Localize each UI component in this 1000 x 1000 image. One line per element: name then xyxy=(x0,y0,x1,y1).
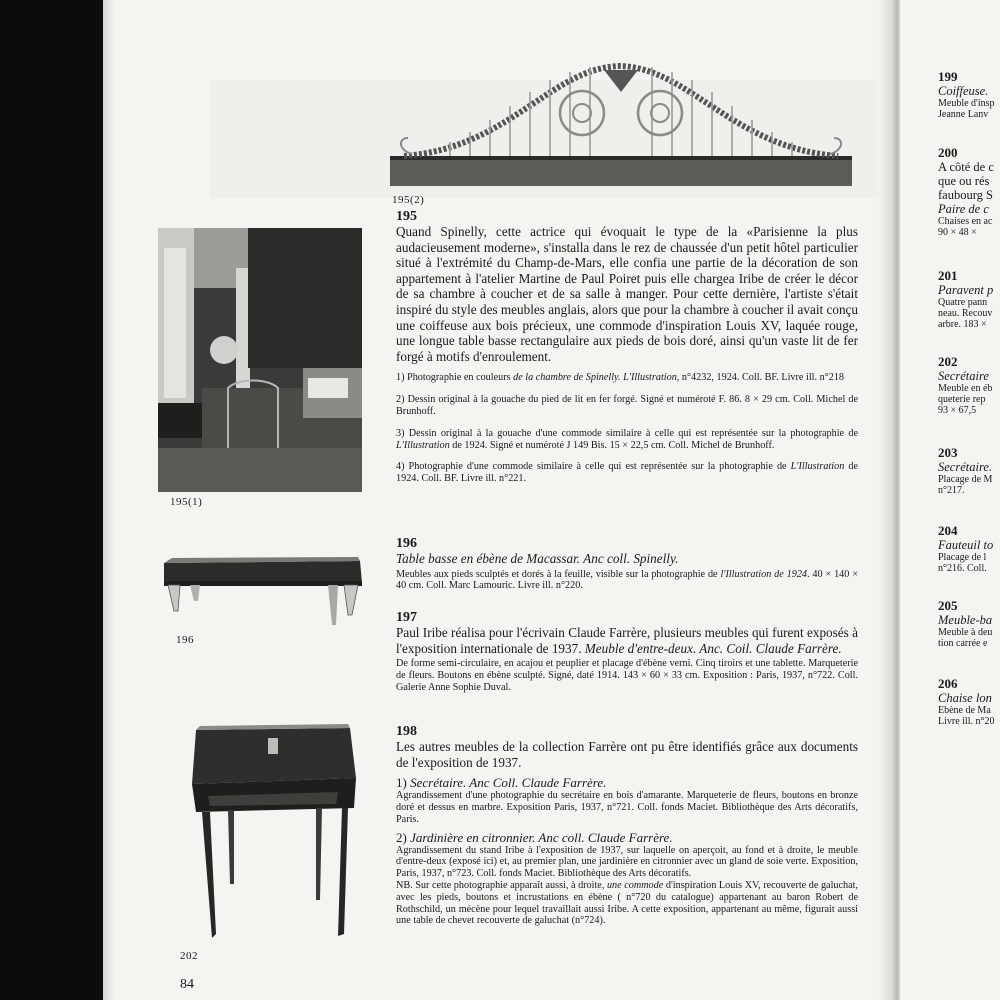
right-entry-206: 206 Chaise lon Ebène de Ma Livre ill. n°20 xyxy=(938,676,995,727)
entry-195 xyxy=(396,209,858,485)
entry-title: Table basse en ébène de Macassar. Anc coll. Spinelly. xyxy=(396,551,679,566)
caption-202: 202 xyxy=(180,950,198,962)
right-entry-204: 204 Fauteuil to Placage de l n°216. Coll. xyxy=(938,523,994,574)
right-entry-201: 201 Paravent p Quatre pann neau. Recouv arbre. 183 × xyxy=(938,268,994,330)
secretaire-photograph xyxy=(188,724,360,946)
page-edge xyxy=(103,0,115,1000)
subentry-1-title: 1) Secrétaire. Anc Coll. Claude Farrère. xyxy=(396,775,607,791)
caption-195-1: 195(1) xyxy=(170,496,203,508)
bedroom-photograph xyxy=(158,228,362,492)
entry-text: Les autres meubles de la collection Farrère ont pu être identifiés grâce aux documents de l'exposition de 1937. xyxy=(396,739,858,770)
entry-note-4: 4) Photographie d'une commode similaire à celle qui est représentée sur la photographie de L'Illustration de 1924. Coll. BF. Livre ill. n°221. xyxy=(396,461,858,485)
caption-195-2: 195(2) xyxy=(392,194,425,206)
entry-197 xyxy=(396,610,858,694)
headboard-drawing xyxy=(390,58,852,190)
entry-note-1: 1) Photographie en couleurs de la chambre de Spinelly. L'Illustration, n°4232, 1924. Coll. BF. Livre ill. n°218 xyxy=(396,372,845,384)
right-entry-202: 202 Secrétaire Meuble en éb queterie rep 93 × 67,5 xyxy=(938,354,993,416)
right-entry-205: 205 Meuble-ba Meuble à deu tion carrée e xyxy=(938,598,993,649)
right-entry-199: 199 Coiffeuse. Meuble d'insp Jeanne Lanv xyxy=(938,69,995,120)
entry-note-2: 2) Dessin original à la gouache du pied de lit en fer forgé. Signé et numéroté F. 86. 8 × 29 cm. Coll. Michel de Brunhoff. xyxy=(396,394,858,417)
entry-196 xyxy=(396,536,858,592)
book-spine xyxy=(878,0,902,1000)
subentry-2-description: Agrandissement du stand Iribe à l'exposition de 1937, sur laquelle on aperçoit, au fond et à droite, le meuble d'entre-deux (exposé ici) et, au premier plan, une jardinière en citronnier avec un gland de soie verte. Exposition, Paris, 1937, n°723. Coll. fonds Maciet. Bibliothèque des Arts décoratifs. xyxy=(396,844,858,880)
subentry-2-title: 2) Jardinière en citronnier. Anc coll. Claude Farrère. xyxy=(396,829,673,845)
entry-text: Paul Iribe réalisa pour l'écrivain Claude Farrère, plusieurs meubles qui furent exposés à l'exposition internationale de 1937. Meuble d'entre-deux. Anc. Coil. Claude Farrère. xyxy=(396,625,858,656)
right-entry-203: 203 Secrétaire. Placage de M n°217. xyxy=(938,445,993,496)
caption-196: 196 xyxy=(176,634,194,646)
low-table-photograph xyxy=(160,555,366,631)
page-number: 84 xyxy=(180,977,194,992)
entry-description: De forme semi-circulaire, en acajou et peuplier et placage d'ébène verni. Cinq tiroirs et une tablette. Marqueterie de fleurs. Boutons en ébène sculpté. Signé, daté 1914. 143 × 60 × 33 cm. Exposition : Paris, 1937, n°722. Coll. Galerie Anne Sophie Duval. xyxy=(396,658,858,693)
entry-note-3: 3) Dessin original à la gouache d'une commode similaire à celle qui est représentée sur la photographie de L'Illustration de 1924. Signé et numéroté J 149 Bis. 15 × 22,5 cm. Coll. Michel de Brunhoff. xyxy=(396,427,858,451)
entry-number: 197 xyxy=(396,610,417,625)
entry-description: Meubles aux pieds sculptés et dorés à la feuille, visible sur la photographie de l'Illustration de 1924. 40 × 140 × 40 cm. Coll. Marc Lamouric. Livre ill. n°220. xyxy=(396,568,858,592)
subentry-1-description: Agrandissement d'une photographie du secrétaire en bois d'amarante. Marqueterie de fleurs, boutons en bronze doré et dessus en marbre. Exposition Paris, 1937, n°721. Coll. fonds Maciet. Bibliothèque des Arts décoratifs, Paris. xyxy=(396,790,858,825)
right-entry-200: 200 A côté de c que ou rés faubourg S Paire de c Chaises en ac 90 × 48 × xyxy=(938,145,994,238)
entry-number: 198 xyxy=(396,724,417,739)
subentry-2-nb: NB. Sur cette photographie apparaît aussi, à droite, une commode d'inspiration Louis XV, recouverte de galuchat, avec les pieds, boutons et incrustations en ébène ( n°720 du catalogue) appartenant au baron Robert de Rothschild, un mécène pour lequel travaillait aussi Iribe. A cette exposition, appartenant au même, figurait aussi une table de chevet recouverte de galuchat (n°724). xyxy=(396,879,859,927)
entry-number: 196 xyxy=(396,536,417,551)
entry-198 xyxy=(396,724,858,927)
entry-text: Quand Spinelly, cette actrice qui évoquait le type de la «Parisienne la plus audacieusement moderne», s'installa dans le rez de chaussée d'un petit hôtel particulier situé à l'extrémité du Champ-de-Mars, elle confia une partie de la décoration de son appartement à l'atelier Martine de Paul Poiret puis elle chargea Iribe de créer le décor de sa chambre à coucher et de sa salle à manger. Pour cette dernière, l'artiste s'était inspiré du style des meubles anglais, alors que pour la chambre à coucher il avait conçu une coiffeuse aux bois précieux, une commode d'inspiration Louis XV, laquée rouge, une longue table basse rectangulaire aux pieds de bois doré, ainsi qu'un vaste lit de fer forgé à motifs d'enroulement. xyxy=(396,224,858,364)
entry-number: 195 xyxy=(396,209,417,224)
